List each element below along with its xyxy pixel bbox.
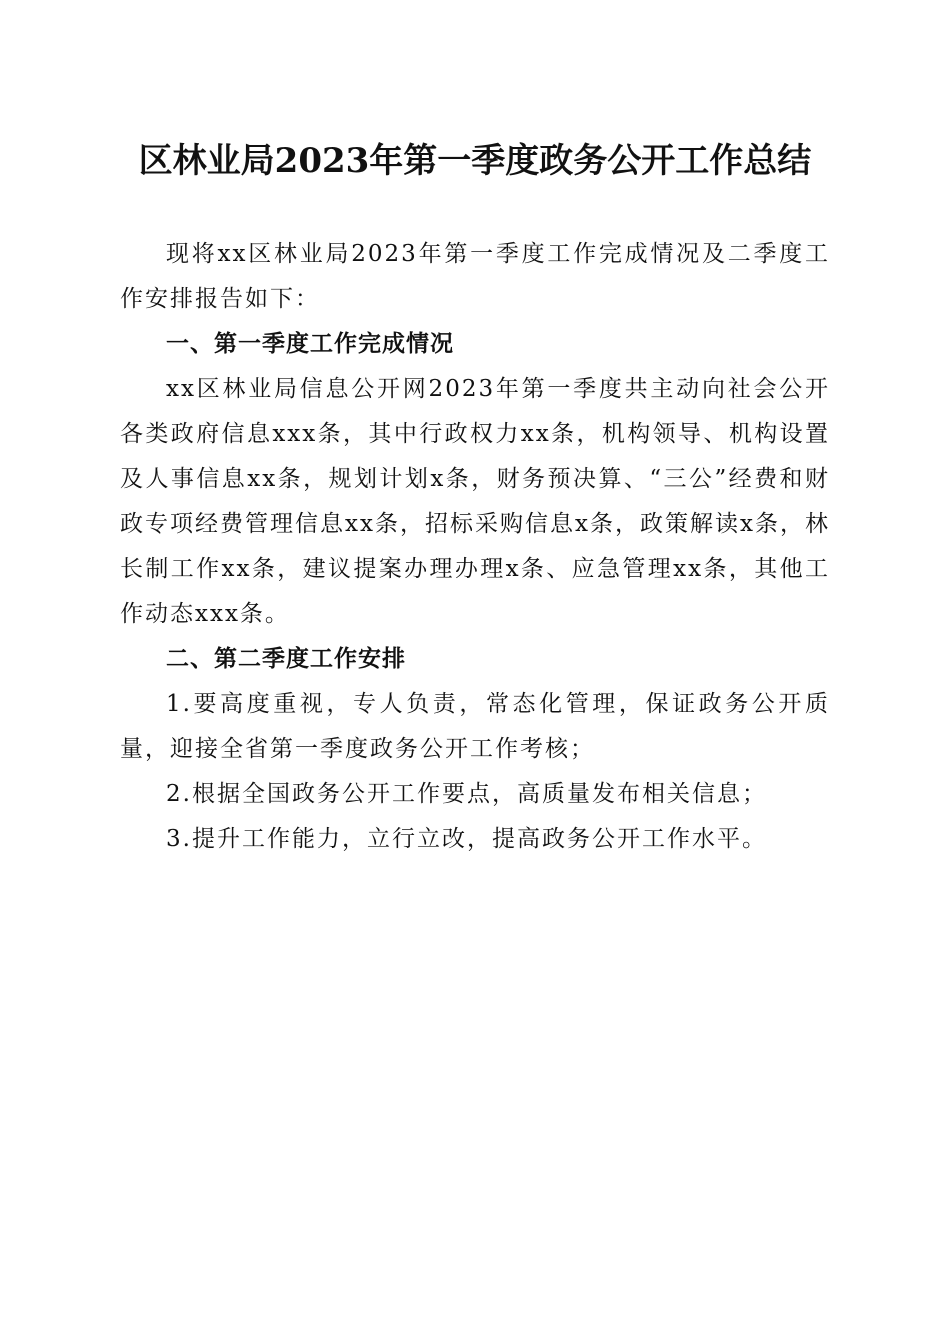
intro-paragraph: 现将xx区林业局2023年第一季度工作完成情况及二季度工作安排报告如下： <box>120 241 830 312</box>
section2-item-2: 2.根据全国政务公开工作要点，高质量发布相关信息； <box>166 781 767 807</box>
section2-item-3: 3.提升工作能力，立行立改，提高政务公开工作水平。 <box>166 826 767 852</box>
section2-heading: 二、第二季度工作安排 <box>166 646 406 672</box>
section2-item-1: 1.要高度重视，专人负责，常态化管理，保证政务公开质量，迎接全省第一季度政务公开工作考核； <box>120 691 830 762</box>
section1-heading: 一、第一季度工作完成情况 <box>166 331 454 357</box>
document-title: 区林业局2023年第一季度政务公开工作总结 <box>138 141 812 181</box>
section1-paragraph: xx区林业局信息公开网2023年第一季度共主动向社会公开各类政府信息xxx条，其中行政权力xx条，机构领导、机构设置及人事信息xx条，规划计划x条，财务预决算、“三公”经费和财政专项经费管理信息xx条，招标采购信息x条，政策解读x条，林长制工作xx条，建议提案办理办理x条、应急管理xx条，其他工作动态xxx条。 <box>120 376 830 627</box>
document-body <box>120 232 830 862</box>
